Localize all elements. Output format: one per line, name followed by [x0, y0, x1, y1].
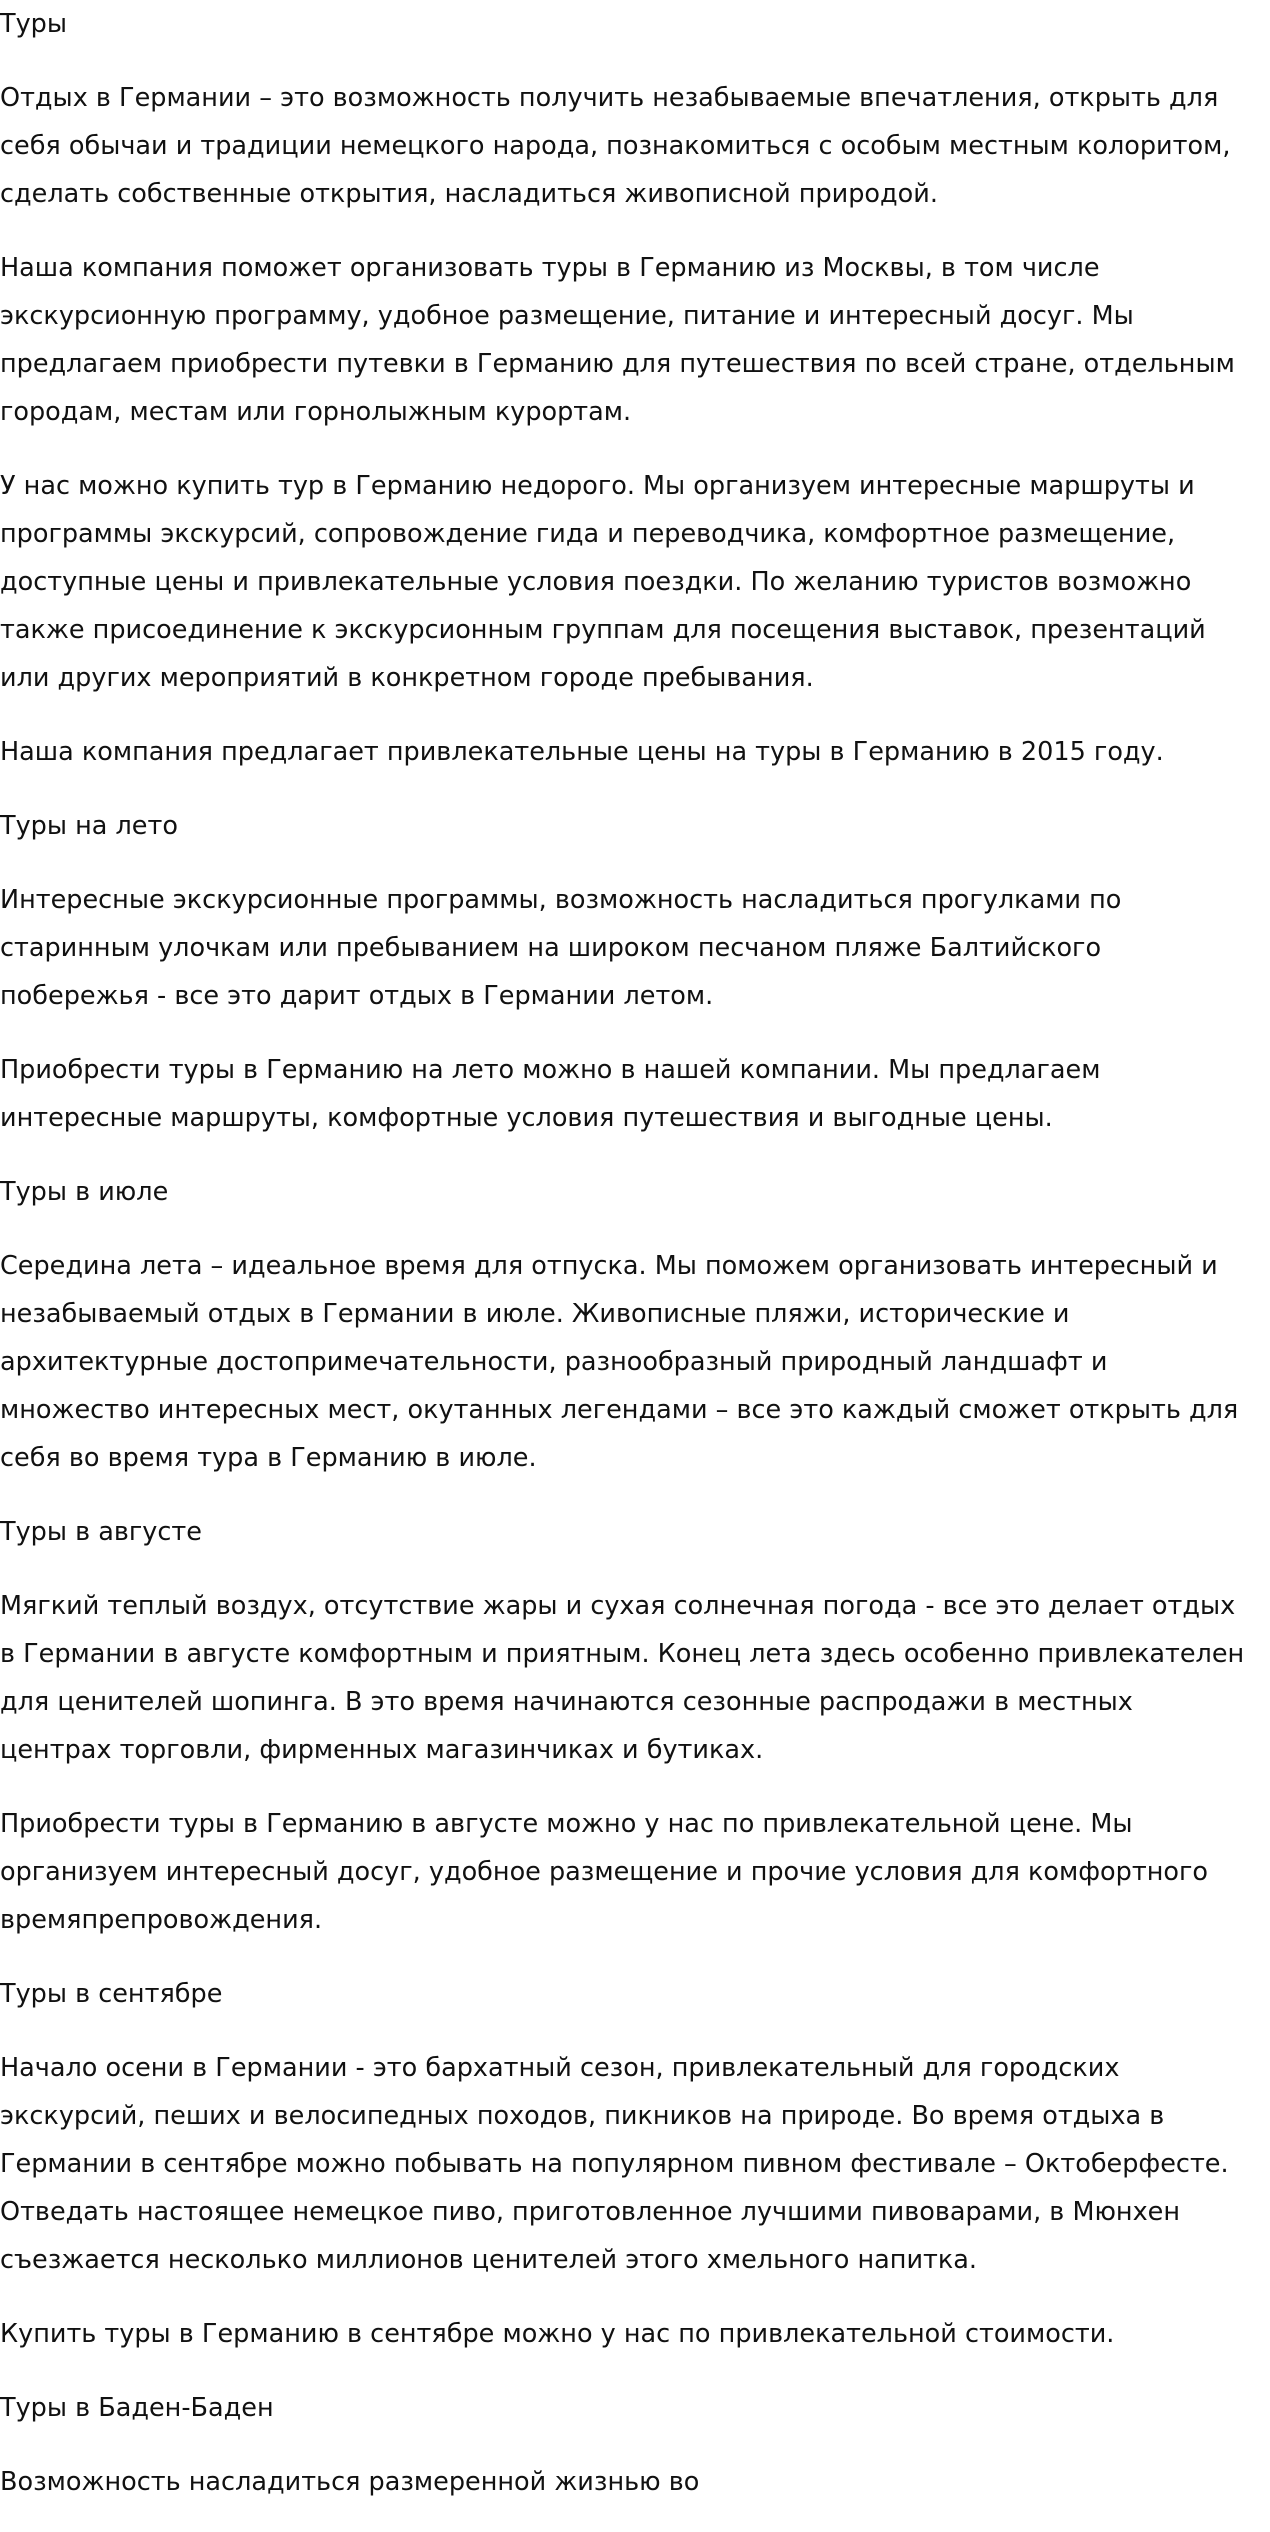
paragraph-line: Наша компания предлагает привлекательные цены на туры в Германию в 2015 году.: [0, 737, 1164, 767]
paragraph-line: Мягкий теплый воздух, отсутствие жары и сухая солнечная погода - все это делает отдых: [0, 1591, 1236, 1621]
paragraph-line: экскурсий, пеших и велосипедных походов, пикников на природе. Во время отдыха в: [0, 2101, 1165, 2131]
section-heading: Туры в августе: [0, 1517, 202, 1547]
paragraph-line: архитектурные достопримечательности, разнообразный природный ландшафт и: [0, 1347, 1108, 1377]
paragraph-line: себя во время тура в Германию в июле.: [0, 1443, 537, 1473]
paragraph-line: себя обычаи и традиции немецкого народа, познакомиться с особым местным колоритом,: [0, 131, 1231, 161]
paragraph-line: У нас можно купить тур в Германию недорого. Мы организуем интересные маршруты и: [0, 471, 1195, 501]
paragraph: [0, 728, 1270, 776]
paragraph-line: доступные цены и привлекательные условия поездки. По желанию туристов возможно: [0, 567, 1192, 597]
paragraph: [0, 1800, 1270, 1944]
page-title: Туры: [0, 9, 67, 39]
document-body: [0, 74, 1270, 2506]
paragraph-line: городам, местам или горнолыжным курортам.: [0, 397, 632, 427]
paragraph: [0, 74, 1270, 218]
paragraph-line: организуем интересный досуг, удобное размещение и прочие условия для комфортного: [0, 1857, 1208, 1887]
section-heading: Туры в Баден-Баден: [0, 2393, 274, 2423]
paragraph-line: побережья - все это дарит отдых в Германии летом.: [0, 981, 714, 1011]
paragraph-line: для ценителей шопинга. В это время начинаются сезонные распродажи в местных: [0, 1687, 1133, 1717]
paragraph-line: Начало осени в Германии - это бархатный сезон, привлекательный для городских: [0, 2053, 1120, 2083]
paragraph-line: также присоединение к экскурсионным группам для посещения выставок, презентаций: [0, 615, 1206, 645]
section-heading: Туры на лето: [0, 811, 178, 841]
paragraph: [0, 2458, 1270, 2506]
paragraph-line: в Германии в августе комфортным и приятным. Конец лета здесь особенно привлекателен: [0, 1639, 1245, 1669]
paragraph-line: экскурсионную программу, удобное размещение, питание и интересный досуг. Мы: [0, 301, 1134, 331]
paragraph-line: сделать собственные открытия, насладиться живописной природой.: [0, 179, 938, 209]
paragraph-line: Возможность насладиться размеренной жизнью во: [0, 2467, 700, 2497]
paragraph: [0, 1242, 1270, 1482]
paragraph: [0, 2310, 1270, 2358]
paragraph-line: предлагаем приобрести путевки в Германию для путешествия по всей стране, отдельным: [0, 349, 1235, 379]
paragraph-line: Середина лета – идеальное время для отпуска. Мы поможем организовать интересный и: [0, 1251, 1218, 1281]
paragraph-line: центрах торговли, фирменных магазинчиках и бутиках.: [0, 1735, 764, 1765]
paragraph: [0, 462, 1270, 702]
paragraph: [0, 2044, 1270, 2284]
paragraph: [0, 1582, 1270, 1774]
paragraph-line: Отведать настоящее немецкое пиво, приготовленное лучшими пивоварами, в Мюнхен: [0, 2197, 1181, 2227]
paragraph-line: Наша компания поможет организовать туры в Германию из Москвы, в том числе: [0, 253, 1100, 283]
paragraph: [0, 876, 1270, 1020]
paragraph-line: множество интересных мест, окутанных легендами – все это каждый сможет открыть для: [0, 1395, 1239, 1425]
paragraph-line: Купить туры в Германию в сентябре можно у нас по привлекательной стоимости.: [0, 2319, 1115, 2349]
paragraph-line: Приобрести туры в Германию в августе можно у нас по привлекательной цене. Мы: [0, 1809, 1133, 1839]
paragraph-line: Интересные экскурсионные программы, возможность насладиться прогулками по: [0, 885, 1122, 915]
paragraph-line: программы экскурсий, сопровождение гида и переводчика, комфортное размещение,: [0, 519, 1176, 549]
paragraph-line: времяпрепровождения.: [0, 1905, 323, 1935]
section-heading: Туры в июле: [0, 1177, 169, 1207]
paragraph-line: или других мероприятий в конкретном городе пребывания.: [0, 663, 814, 693]
paragraph-line: интересные маршруты, комфортные условия путешествия и выгодные цены.: [0, 1103, 1053, 1133]
paragraph-line: незабываемый отдых в Германии в июле. Живописные пляжи, исторические и: [0, 1299, 1070, 1329]
paragraph-line: Отдых в Германии – это возможность получить незабываемые впечатления, открыть для: [0, 83, 1219, 113]
paragraph-line: Приобрести туры в Германию на лето можно в нашей компании. Мы предлагаем: [0, 1055, 1101, 1085]
section-heading: Туры в сентябре: [0, 1979, 223, 2009]
paragraph-line: старинным улочкам или пребыванием на широком песчаном пляже Балтийского: [0, 933, 1102, 963]
paragraph: [0, 244, 1270, 436]
paragraph-line: Германии в сентябре можно побывать на популярном пивном фестивале – Октоберфесте.: [0, 2149, 1229, 2179]
paragraph: [0, 1046, 1270, 1142]
paragraph-line: съезжается несколько миллионов ценителей этого хмельного напитка.: [0, 2245, 978, 2275]
